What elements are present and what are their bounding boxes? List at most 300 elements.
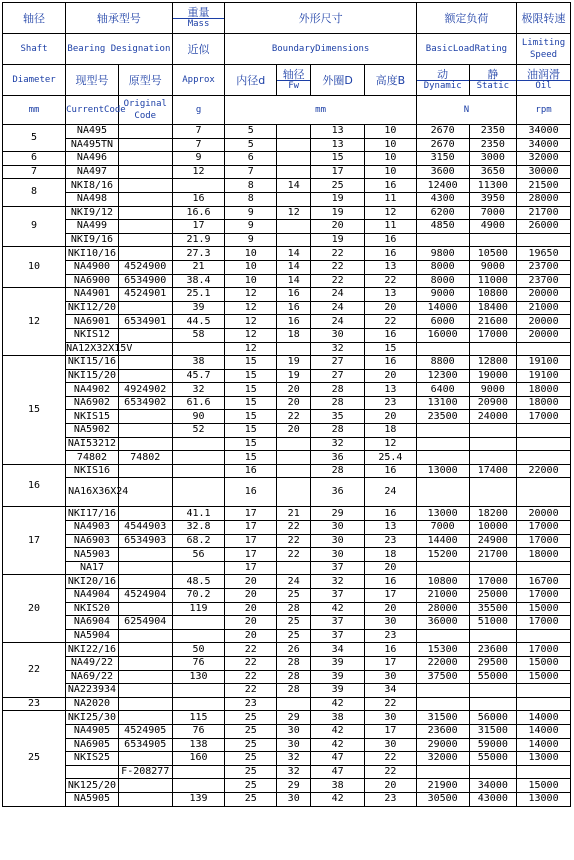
dynamic-load-cell: 8800 [416,356,469,370]
height-B-cell: 22 [365,765,417,779]
inner-d-cell: 17 [225,521,277,535]
height-B-cell: 20 [365,779,417,793]
height-B-cell: 23 [365,396,417,410]
outer-D-cell: 28 [311,424,365,438]
fw-cell: 25 [277,629,311,643]
mass-cell: 160 [172,752,225,766]
static-load-cell: 11000 [469,274,517,288]
fw-cell: 19 [277,369,311,383]
static-load-cell: 7000 [469,206,517,220]
dynamic-load-cell: 12300 [416,369,469,383]
dynamic-load-cell: 16000 [416,328,469,342]
original-code-cell [118,424,172,438]
header-static-cn: 静 [487,68,499,81]
header-oil-en: Oil [517,80,570,91]
fw-cell: 30 [277,792,311,806]
outer-D-cell: 19 [311,206,365,220]
dynamic-load-cell: 37500 [416,670,469,684]
mass-cell: 48.5 [172,575,225,589]
header-bearing-cn: 轴承型号 [66,3,173,34]
static-load-cell: 11300 [469,179,517,193]
mass-cell: 76 [172,656,225,670]
table-row [3,152,571,166]
mass-cell [172,779,225,793]
bearing-table-container [2,2,571,807]
header-dynamic-en: Dynamic [417,80,469,91]
fw-cell: 30 [277,738,311,752]
table-row [3,521,571,535]
current-code-cell: NKI8/16 [66,179,119,193]
current-code-cell: NAI53212 [66,437,119,451]
table-row [3,260,571,274]
header-load-cn: 额定负荷 [416,3,516,34]
static-load-cell: 17000 [469,575,517,589]
fw-cell: 28 [277,656,311,670]
current-code-cell: NA16X36X24 [66,478,119,507]
header-dynamic [416,65,469,96]
current-code-cell: NA69/22 [66,670,119,684]
original-code-cell: 6534905 [118,738,172,752]
mass-cell: 25.1 [172,288,225,302]
current-code-cell: NA5905 [66,792,119,806]
table-row [3,670,571,684]
inner-d-cell: 15 [225,369,277,383]
dynamic-load-cell: 4300 [416,192,469,206]
original-code-cell [118,464,172,478]
static-load-cell: 21600 [469,315,517,329]
original-code-cell [118,602,172,616]
current-code-cell: NA4902 [66,383,119,397]
table-row [3,738,571,752]
mass-cell: 16 [172,192,225,206]
static-load-cell [469,437,517,451]
table-row [3,437,571,451]
outer-D-cell: 28 [311,396,365,410]
dynamic-load-cell: 21900 [416,779,469,793]
table-row [3,616,571,630]
table-row [3,410,571,424]
table-row [3,752,571,766]
outer-D-cell: 42 [311,697,365,711]
original-code-cell [118,792,172,806]
limiting-speed-cell: 15000 [517,656,571,670]
inner-d-cell: 17 [225,548,277,562]
static-load-cell: 55000 [469,752,517,766]
fw-cell [277,192,311,206]
height-B-cell: 30 [365,711,417,725]
outer-D-cell: 22 [311,247,365,261]
dynamic-load-cell [416,561,469,575]
mass-cell: 38.4 [172,274,225,288]
original-code-cell: F-208277 [118,765,172,779]
static-load-cell: 10800 [469,288,517,302]
limiting-speed-cell: 13000 [517,752,571,766]
limiting-speed-cell: 18000 [517,548,571,562]
limiting-speed-cell: 28000 [517,192,571,206]
inner-d-cell: 9 [225,220,277,234]
header-static [469,65,517,96]
mass-cell [172,464,225,478]
outer-D-cell: 47 [311,752,365,766]
inner-d-cell: 12 [225,301,277,315]
original-code-cell: 6534903 [118,534,172,548]
dynamic-load-cell: 6400 [416,383,469,397]
fw-cell [277,152,311,166]
table-row [3,561,571,575]
current-code-cell: NA4901 [66,288,119,302]
height-B-cell: 17 [365,589,417,603]
table-row [3,765,571,779]
table-row [3,724,571,738]
original-code-cell [118,328,172,342]
static-load-cell: 56000 [469,711,517,725]
dynamic-load-cell: 4850 [416,220,469,234]
height-B-cell: 23 [365,792,417,806]
header-dims-en: BoundaryDimensions [225,34,416,65]
current-code-cell: NA12X32X15V [66,342,133,354]
inner-d-cell: 10 [225,247,277,261]
limiting-speed-cell: 16700 [517,575,571,589]
current-code-cell: NA4900 [66,260,119,274]
height-B-cell: 13 [365,288,417,302]
fw-cell: 22 [277,521,311,535]
height-B-cell: 22 [365,752,417,766]
outer-D-cell: 17 [311,165,365,179]
outer-D-cell: 38 [311,779,365,793]
shaft-diameter-cell: 20 [3,575,66,643]
current-code-cell: NKI12/20 [66,301,119,315]
outer-D-cell: 20 [311,220,365,234]
header-weight [172,3,225,34]
dynamic-load-cell [416,233,469,247]
table-row [3,274,571,288]
dynamic-load-cell: 2670 [416,138,469,152]
mass-cell: 90 [172,410,225,424]
outer-D-cell: 35 [311,410,365,424]
height-B-cell: 15 [365,342,417,356]
original-code-cell [118,629,172,643]
header-outer-D: 外圈D [311,65,365,96]
current-code-cell: NA6904 [66,616,119,630]
height-B-cell: 24 [365,478,417,507]
static-load-cell [469,451,517,465]
limiting-speed-cell [517,342,571,356]
outer-D-cell: 39 [311,684,365,698]
outer-D-cell: 37 [311,629,365,643]
fw-cell [277,220,311,234]
header-unit-n: N [416,96,516,125]
header-original-en: Original Code [118,96,172,125]
original-code-cell [118,410,172,424]
height-B-cell: 12 [365,437,417,451]
table-row [3,424,571,438]
current-code-cell: NA2020 [66,697,119,711]
mass-cell: 7 [172,125,225,139]
dynamic-load-cell: 29000 [416,738,469,752]
table-row [3,575,571,589]
shaft-diameter-cell: 12 [3,288,66,356]
height-B-cell: 20 [365,602,417,616]
shaft-diameter-cell: 6 [3,152,66,166]
static-load-cell: 21700 [469,548,517,562]
mass-cell: 115 [172,711,225,725]
inner-d-cell: 16 [225,478,277,507]
fw-cell [277,138,311,152]
fw-cell: 12 [277,206,311,220]
dynamic-load-cell: 13000 [416,507,469,521]
static-load-cell [469,233,517,247]
static-load-cell: 55000 [469,670,517,684]
table-row [3,507,571,521]
height-B-cell: 30 [365,670,417,684]
mass-cell: 17 [172,220,225,234]
current-code-cell: NA4903 [66,521,119,535]
dynamic-load-cell [416,478,469,507]
static-load-cell: 17400 [469,464,517,478]
static-load-cell [469,342,517,356]
fw-cell: 28 [277,670,311,684]
current-code-cell: NKI9/12 [66,206,119,220]
mass-cell: 52 [172,424,225,438]
mass-cell [172,561,225,575]
height-B-cell: 34 [365,684,417,698]
original-code-cell [118,152,172,166]
height-B-cell: 11 [365,192,417,206]
outer-D-cell: 36 [311,451,365,465]
mass-cell: 70.2 [172,589,225,603]
height-B-cell: 16 [365,507,417,521]
fw-cell [277,233,311,247]
current-code-cell: NA49/22 [66,656,119,670]
height-B-cell: 22 [365,274,417,288]
fw-cell: 18 [277,328,311,342]
original-code-cell [118,697,172,711]
fw-cell: 32 [277,765,311,779]
original-code-cell [118,179,172,193]
inner-d-cell: 17 [225,534,277,548]
header-dynamic-cn: 动 [437,68,449,81]
limiting-speed-cell: 14000 [517,724,571,738]
static-load-cell: 24000 [469,410,517,424]
header-weight-cn: 重量 [187,6,210,19]
limiting-speed-cell: 21500 [517,179,571,193]
original-code-cell [118,206,172,220]
static-load-cell: 12800 [469,356,517,370]
height-B-cell: 16 [365,233,417,247]
current-code-cell: NA495TN [66,138,119,152]
current-code-cell: NKIS12 [66,328,119,342]
mass-cell: 27.3 [172,247,225,261]
inner-d-cell: 17 [225,561,277,575]
static-load-cell: 59000 [469,738,517,752]
limiting-speed-cell: 15000 [517,670,571,684]
dynamic-load-cell: 15200 [416,548,469,562]
dynamic-load-cell: 15300 [416,643,469,657]
outer-D-cell: 22 [311,260,365,274]
fw-cell [277,125,311,139]
fw-cell [277,697,311,711]
current-code-cell: NA497 [66,165,119,179]
shaft-diameter-cell: 15 [3,356,66,465]
inner-d-cell: 22 [225,670,277,684]
dynamic-load-cell: 9800 [416,247,469,261]
table-row [3,233,571,247]
fw-cell [277,437,311,451]
inner-d-cell: 12 [225,315,277,329]
fw-cell: 22 [277,548,311,562]
outer-D-cell: 32 [311,575,365,589]
static-load-cell: 29500 [469,656,517,670]
mass-cell: 119 [172,602,225,616]
original-code-cell [118,575,172,589]
static-load-cell: 43000 [469,792,517,806]
mass-cell: 12 [172,165,225,179]
table-row [3,464,571,478]
limiting-speed-cell: 34000 [517,125,571,139]
current-code-cell: NKIS20 [66,602,119,616]
original-code-cell [118,507,172,521]
height-B-cell: 23 [365,534,417,548]
limiting-speed-cell: 20000 [517,288,571,302]
original-code-cell [118,165,172,179]
inner-d-cell: 6 [225,152,277,166]
limiting-speed-cell: 17000 [517,410,571,424]
header-diameter: Diameter [3,65,66,96]
fw-cell: 26 [277,643,311,657]
fw-cell [277,342,311,356]
mass-cell [172,478,225,507]
table-row [3,451,571,465]
static-load-cell: 51000 [469,616,517,630]
table-row [3,315,571,329]
dynamic-load-cell [416,629,469,643]
shaft-diameter-cell: 8 [3,179,66,206]
current-code-cell: NKI15/16 [66,356,119,370]
inner-d-cell: 15 [225,437,277,451]
limiting-speed-cell [517,233,571,247]
limiting-speed-cell: 21700 [517,206,571,220]
current-code-cell [66,765,119,779]
dynamic-load-cell: 21000 [416,589,469,603]
limiting-speed-cell: 20000 [517,328,571,342]
inner-d-cell: 20 [225,602,277,616]
header-static-en: Static [470,80,517,91]
mass-cell: 68.2 [172,534,225,548]
dynamic-load-cell: 14400 [416,534,469,548]
static-load-cell: 18400 [469,301,517,315]
limiting-speed-cell: 17000 [517,589,571,603]
current-code-cell: NK125/20 [66,779,119,793]
limiting-speed-cell: 22000 [517,464,571,478]
static-load-cell: 17000 [469,328,517,342]
static-load-cell: 3950 [469,192,517,206]
inner-d-cell: 8 [225,192,277,206]
height-B-cell: 16 [365,179,417,193]
inner-d-cell: 5 [225,138,277,152]
original-code-cell [118,220,172,234]
header-bearing-en: Bearing Designation [66,34,173,65]
static-load-cell: 9000 [469,383,517,397]
height-B-cell: 13 [365,260,417,274]
mass-cell [172,451,225,465]
inner-d-cell: 15 [225,356,277,370]
current-code-cell: NA223934 [66,684,119,698]
outer-D-cell: 42 [311,724,365,738]
inner-d-cell: 10 [225,274,277,288]
outer-D-cell: 42 [311,602,365,616]
table-row [3,697,571,711]
current-code-cell: NA6901 [66,315,119,329]
fw-cell: 22 [277,534,311,548]
original-code-cell: 6534902 [118,396,172,410]
fw-cell: 28 [277,602,311,616]
header-dims-cn: 外形尺寸 [225,3,416,34]
limiting-speed-cell: 18000 [517,396,571,410]
limiting-speed-cell: 32000 [517,152,571,166]
height-B-cell: 10 [365,152,417,166]
header-unit-rpm: rpm [517,96,571,125]
static-load-cell: 10500 [469,247,517,261]
fw-cell [277,561,311,575]
mass-cell: 7 [172,138,225,152]
header-speed-cn: 极限转速 [517,3,571,34]
fw-cell: 20 [277,396,311,410]
original-code-cell [118,643,172,657]
mass-cell: 21.9 [172,233,225,247]
height-B-cell: 16 [365,575,417,589]
original-code-cell [118,356,172,370]
table-row [3,643,571,657]
current-code-cell: NKI25/30 [66,711,119,725]
inner-d-cell: 16 [225,464,277,478]
dynamic-load-cell: 9000 [416,288,469,302]
height-B-cell: 20 [365,369,417,383]
current-code-cell: NA5903 [66,548,119,562]
outer-D-cell: 19 [311,192,365,206]
table-row [3,711,571,725]
original-code-cell: 6254904 [118,616,172,630]
static-load-cell [469,697,517,711]
height-B-cell: 10 [365,125,417,139]
mass-cell [172,179,225,193]
current-code-cell: NKIS25 [66,752,119,766]
table-row [3,206,571,220]
inner-d-cell: 12 [225,342,277,356]
outer-D-cell: 37 [311,616,365,630]
dynamic-load-cell [416,437,469,451]
original-code-cell [118,656,172,670]
height-B-cell: 20 [365,410,417,424]
inner-d-cell: 25 [225,792,277,806]
static-load-cell: 34000 [469,779,517,793]
mass-cell [172,629,225,643]
outer-D-cell: 25 [311,179,365,193]
current-code-cell: NKI15/20 [66,369,119,383]
outer-D-cell: 24 [311,315,365,329]
fw-cell: 22 [277,410,311,424]
outer-D-cell: 29 [311,507,365,521]
current-code-cell: NA4905 [66,724,119,738]
table-row [3,656,571,670]
original-code-cell [118,138,172,152]
table-row [3,548,571,562]
static-load-cell: 31500 [469,724,517,738]
shaft-diameter-cell: 10 [3,247,66,288]
shaft-diameter-cell: 23 [3,697,66,711]
mass-cell: 130 [172,670,225,684]
table-row [3,589,571,603]
outer-D-cell: 27 [311,369,365,383]
